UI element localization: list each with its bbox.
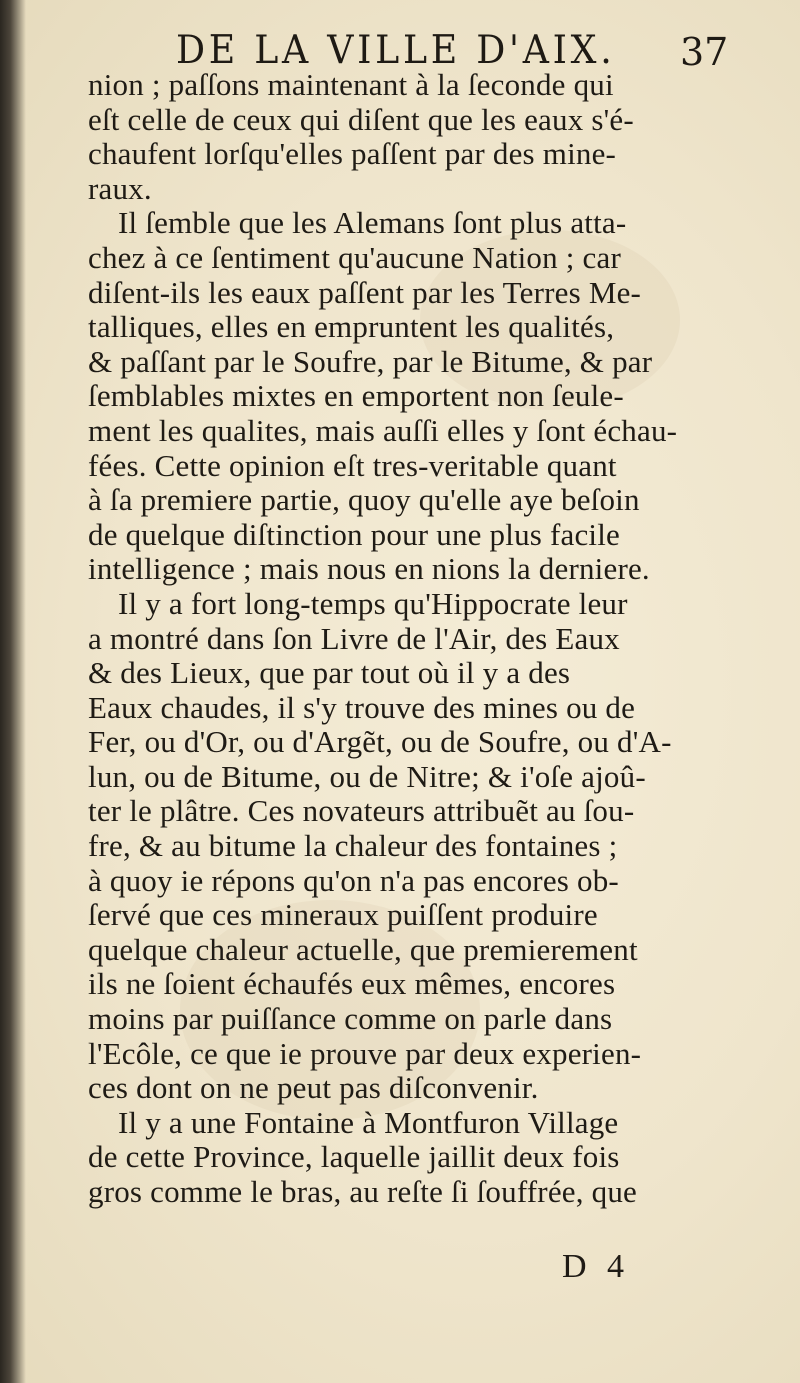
text-line: gros comme le bras, au reſte ſi ſouffrée, que <box>88 1174 638 1209</box>
book-spine-shadow <box>0 0 26 1383</box>
text-line: diſent-ils les eaux paſſent par les Terres Me- <box>88 274 642 310</box>
text-line: Il y a fort long-temps qu'Hippocrate leur <box>118 585 628 621</box>
text-line: ils ne ſoient échaufés eux mêmes, encores <box>88 966 616 1002</box>
text-line: fre, & au bitume la chaleur des fontaines ; <box>88 828 618 864</box>
running-head: DE LA VILLE D'AIX. <box>176 28 616 73</box>
text-line: ment les qualites, mais auſſi elles y ſont échau- <box>88 412 678 448</box>
text-line: quelque chaleur actuelle, que premierement <box>88 931 638 967</box>
text-line: Il y a une Fontaine à Montfuron Village <box>118 1104 619 1140</box>
text-line: ter le plâtre. Ces novateurs attribuẽt au ſou- <box>88 793 635 829</box>
text-line: de cette Province, laquelle jaillit deux fois <box>88 1139 620 1175</box>
text-line: moins par puiſſance comme on parle dans <box>88 1001 613 1037</box>
page-number: 37 <box>680 30 729 74</box>
text-line: talliques, elles en empruntent les qualités, <box>88 309 615 345</box>
text-line: intelligence ; mais nous en nions la derniere. <box>88 551 650 587</box>
text-line: nion ; paſſons maintenant à la ſeconde qui <box>88 67 614 102</box>
text-line: & paſſant par le Soufre, par le Bitume, & par <box>88 343 653 379</box>
text-line: à quoy ie répons qu'on n'a pas encores ob- <box>88 862 619 898</box>
text-line: ſemblables mixtes en emportent non ſeule- <box>88 378 624 414</box>
text-line: ces dont on ne peut pas diſconvenir. <box>88 1070 539 1106</box>
text-line: Il ſemble que les Alemans ſont plus atta- <box>118 205 627 241</box>
text-line: lun, ou de Bitume, ou de Nitre; & i'oſe ajoû- <box>88 758 646 794</box>
text-line: raux. <box>88 170 152 206</box>
text-line: l'Ecôle, ce que ie prouve par deux experien- <box>88 1035 642 1071</box>
text-line: chaufent lorſqu'elles paſſent par des mine- <box>88 136 617 172</box>
text-line: Eaux chaudes, il s'y trouve des mines ou de <box>88 689 636 725</box>
text-line: a montré dans ſon Livre de l'Air, des Eaux <box>88 620 620 656</box>
text-line: ſervé que ces mineraux puiſſent produire <box>88 897 598 933</box>
text-line: fées. Cette opinion eſt tres-veritable quant <box>88 447 617 483</box>
text-line: à ſa premiere partie, quoy qu'elle aye beſoin <box>88 482 640 518</box>
body-text <box>88 68 738 1210</box>
text-line: chez à ce ſentiment qu'aucune Nation ; car <box>88 239 621 275</box>
text-line: & des Lieux, que par tout où il y a des <box>88 655 571 691</box>
text-line: eſt celle de ceux qui diſent que les eaux s'é- <box>88 101 634 137</box>
text-line: de quelque diſtinction pour une plus facile <box>88 516 621 552</box>
signature-mark: D 4 <box>562 1248 631 1285</box>
text-line: Fer, ou d'Or, ou d'Argẽt, ou de Soufre, ou d'A- <box>88 724 672 760</box>
